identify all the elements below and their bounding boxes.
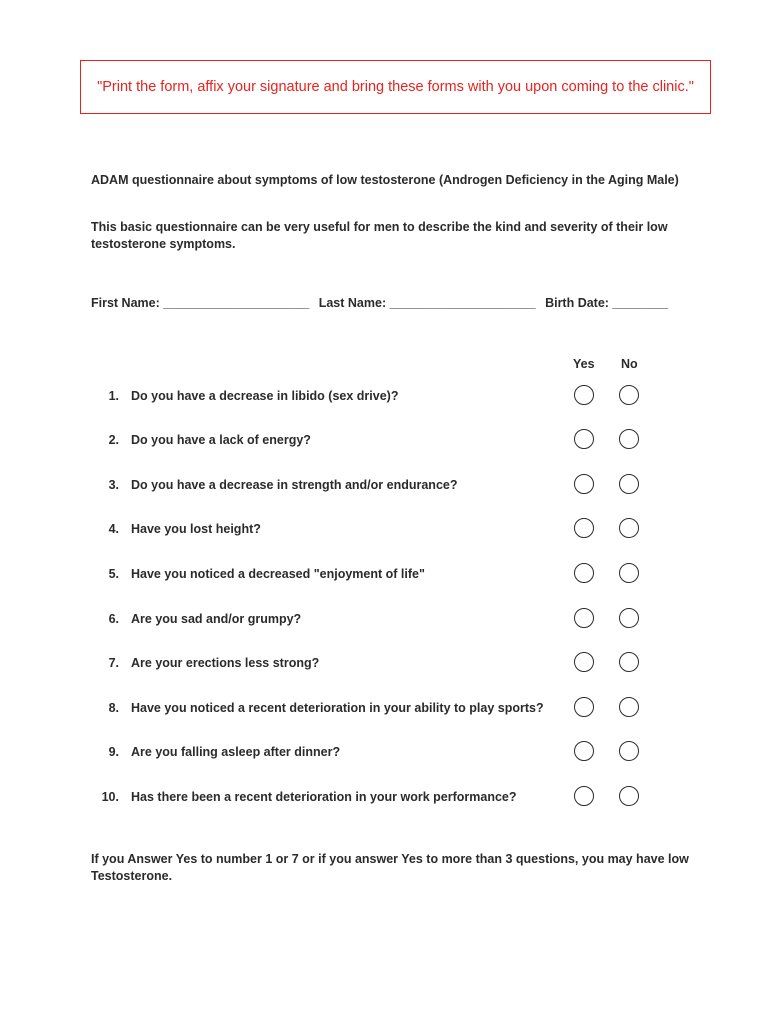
no-radio[interactable] bbox=[619, 697, 639, 717]
question-row bbox=[0, 648, 770, 678]
yes-radio[interactable] bbox=[574, 385, 594, 405]
question-text: Have you lost height? bbox=[131, 522, 261, 536]
question-number: 8. bbox=[108, 701, 119, 715]
question-number: 9. bbox=[108, 745, 119, 759]
question-row bbox=[0, 737, 770, 767]
question-number: 10. bbox=[101, 790, 119, 804]
question-number: 6. bbox=[108, 612, 119, 626]
question-row bbox=[0, 693, 770, 723]
question-number: 7. bbox=[108, 656, 119, 670]
no-radio[interactable] bbox=[619, 786, 639, 806]
questionnaire-intro: This basic questionnaire can be very useful for men to describe the kind and severity of their low testosterone symptoms. bbox=[91, 220, 668, 251]
yes-radio[interactable] bbox=[574, 697, 594, 717]
patient-info-fields bbox=[91, 296, 731, 310]
birth-date-field[interactable]: Birth Date: ________ bbox=[545, 296, 669, 310]
question-text: Has there been a recent deterioration in your work performance? bbox=[131, 790, 517, 804]
yes-radio[interactable] bbox=[574, 563, 594, 583]
question-number: 1. bbox=[108, 389, 119, 403]
questionnaire-title: ADAM questionnaire about symptoms of low testosterone (Androgen Deficiency in the Aging Male) bbox=[91, 173, 679, 187]
question-row bbox=[0, 381, 770, 411]
question-text: Have you noticed a decreased "enjoyment of life" bbox=[131, 567, 425, 581]
no-radio[interactable] bbox=[619, 563, 639, 583]
question-text: Do you have a lack of energy? bbox=[131, 433, 311, 447]
yes-radio[interactable] bbox=[574, 786, 594, 806]
last-name-field[interactable]: Last Name: _____________________ bbox=[318, 296, 536, 310]
yes-radio[interactable] bbox=[574, 652, 594, 672]
no-radio[interactable] bbox=[619, 474, 639, 494]
no-radio[interactable] bbox=[619, 429, 639, 449]
question-text: Are you sad and/or grumpy? bbox=[131, 612, 302, 626]
no-radio[interactable] bbox=[619, 608, 639, 628]
yes-radio[interactable] bbox=[574, 741, 594, 761]
no-radio[interactable] bbox=[619, 741, 639, 761]
question-text: Do you have a decrease in strength and/or endurance? bbox=[131, 478, 458, 492]
question-row bbox=[0, 559, 770, 589]
result-interpretation-note: If you Answer Yes to number 1 or 7 or if you answer Yes to more than 3 questions, you may have low Testosterone. bbox=[91, 852, 689, 883]
no-column-header: No bbox=[621, 357, 638, 371]
question-number: 5. bbox=[108, 567, 119, 581]
print-instruction-text: "Print the form, affix your signature and bring these forms with you upon coming to the clinic." bbox=[97, 79, 694, 95]
yes-radio[interactable] bbox=[574, 429, 594, 449]
question-row bbox=[0, 514, 770, 544]
print-instruction-banner bbox=[80, 60, 711, 114]
first-name-field[interactable]: First Name: _____________________ bbox=[91, 296, 310, 310]
no-radio[interactable] bbox=[619, 385, 639, 405]
yes-radio[interactable] bbox=[574, 474, 594, 494]
question-text: Are your erections less strong? bbox=[131, 656, 320, 670]
question-number: 2. bbox=[108, 433, 119, 447]
question-number: 3. bbox=[108, 478, 119, 492]
question-text: Do you have a decrease in libido (sex drive)? bbox=[131, 389, 399, 403]
question-row bbox=[0, 604, 770, 634]
no-radio[interactable] bbox=[619, 652, 639, 672]
question-text: Are you falling asleep after dinner? bbox=[131, 745, 341, 759]
yes-column-header: Yes bbox=[573, 357, 595, 371]
yes-radio[interactable] bbox=[574, 518, 594, 538]
question-number: 4. bbox=[108, 522, 119, 536]
question-row bbox=[0, 425, 770, 455]
no-radio[interactable] bbox=[619, 518, 639, 538]
question-row bbox=[0, 782, 770, 812]
question-text: Have you noticed a recent deterioration in your ability to play sports? bbox=[131, 701, 544, 715]
question-row bbox=[0, 470, 770, 500]
yes-radio[interactable] bbox=[574, 608, 594, 628]
